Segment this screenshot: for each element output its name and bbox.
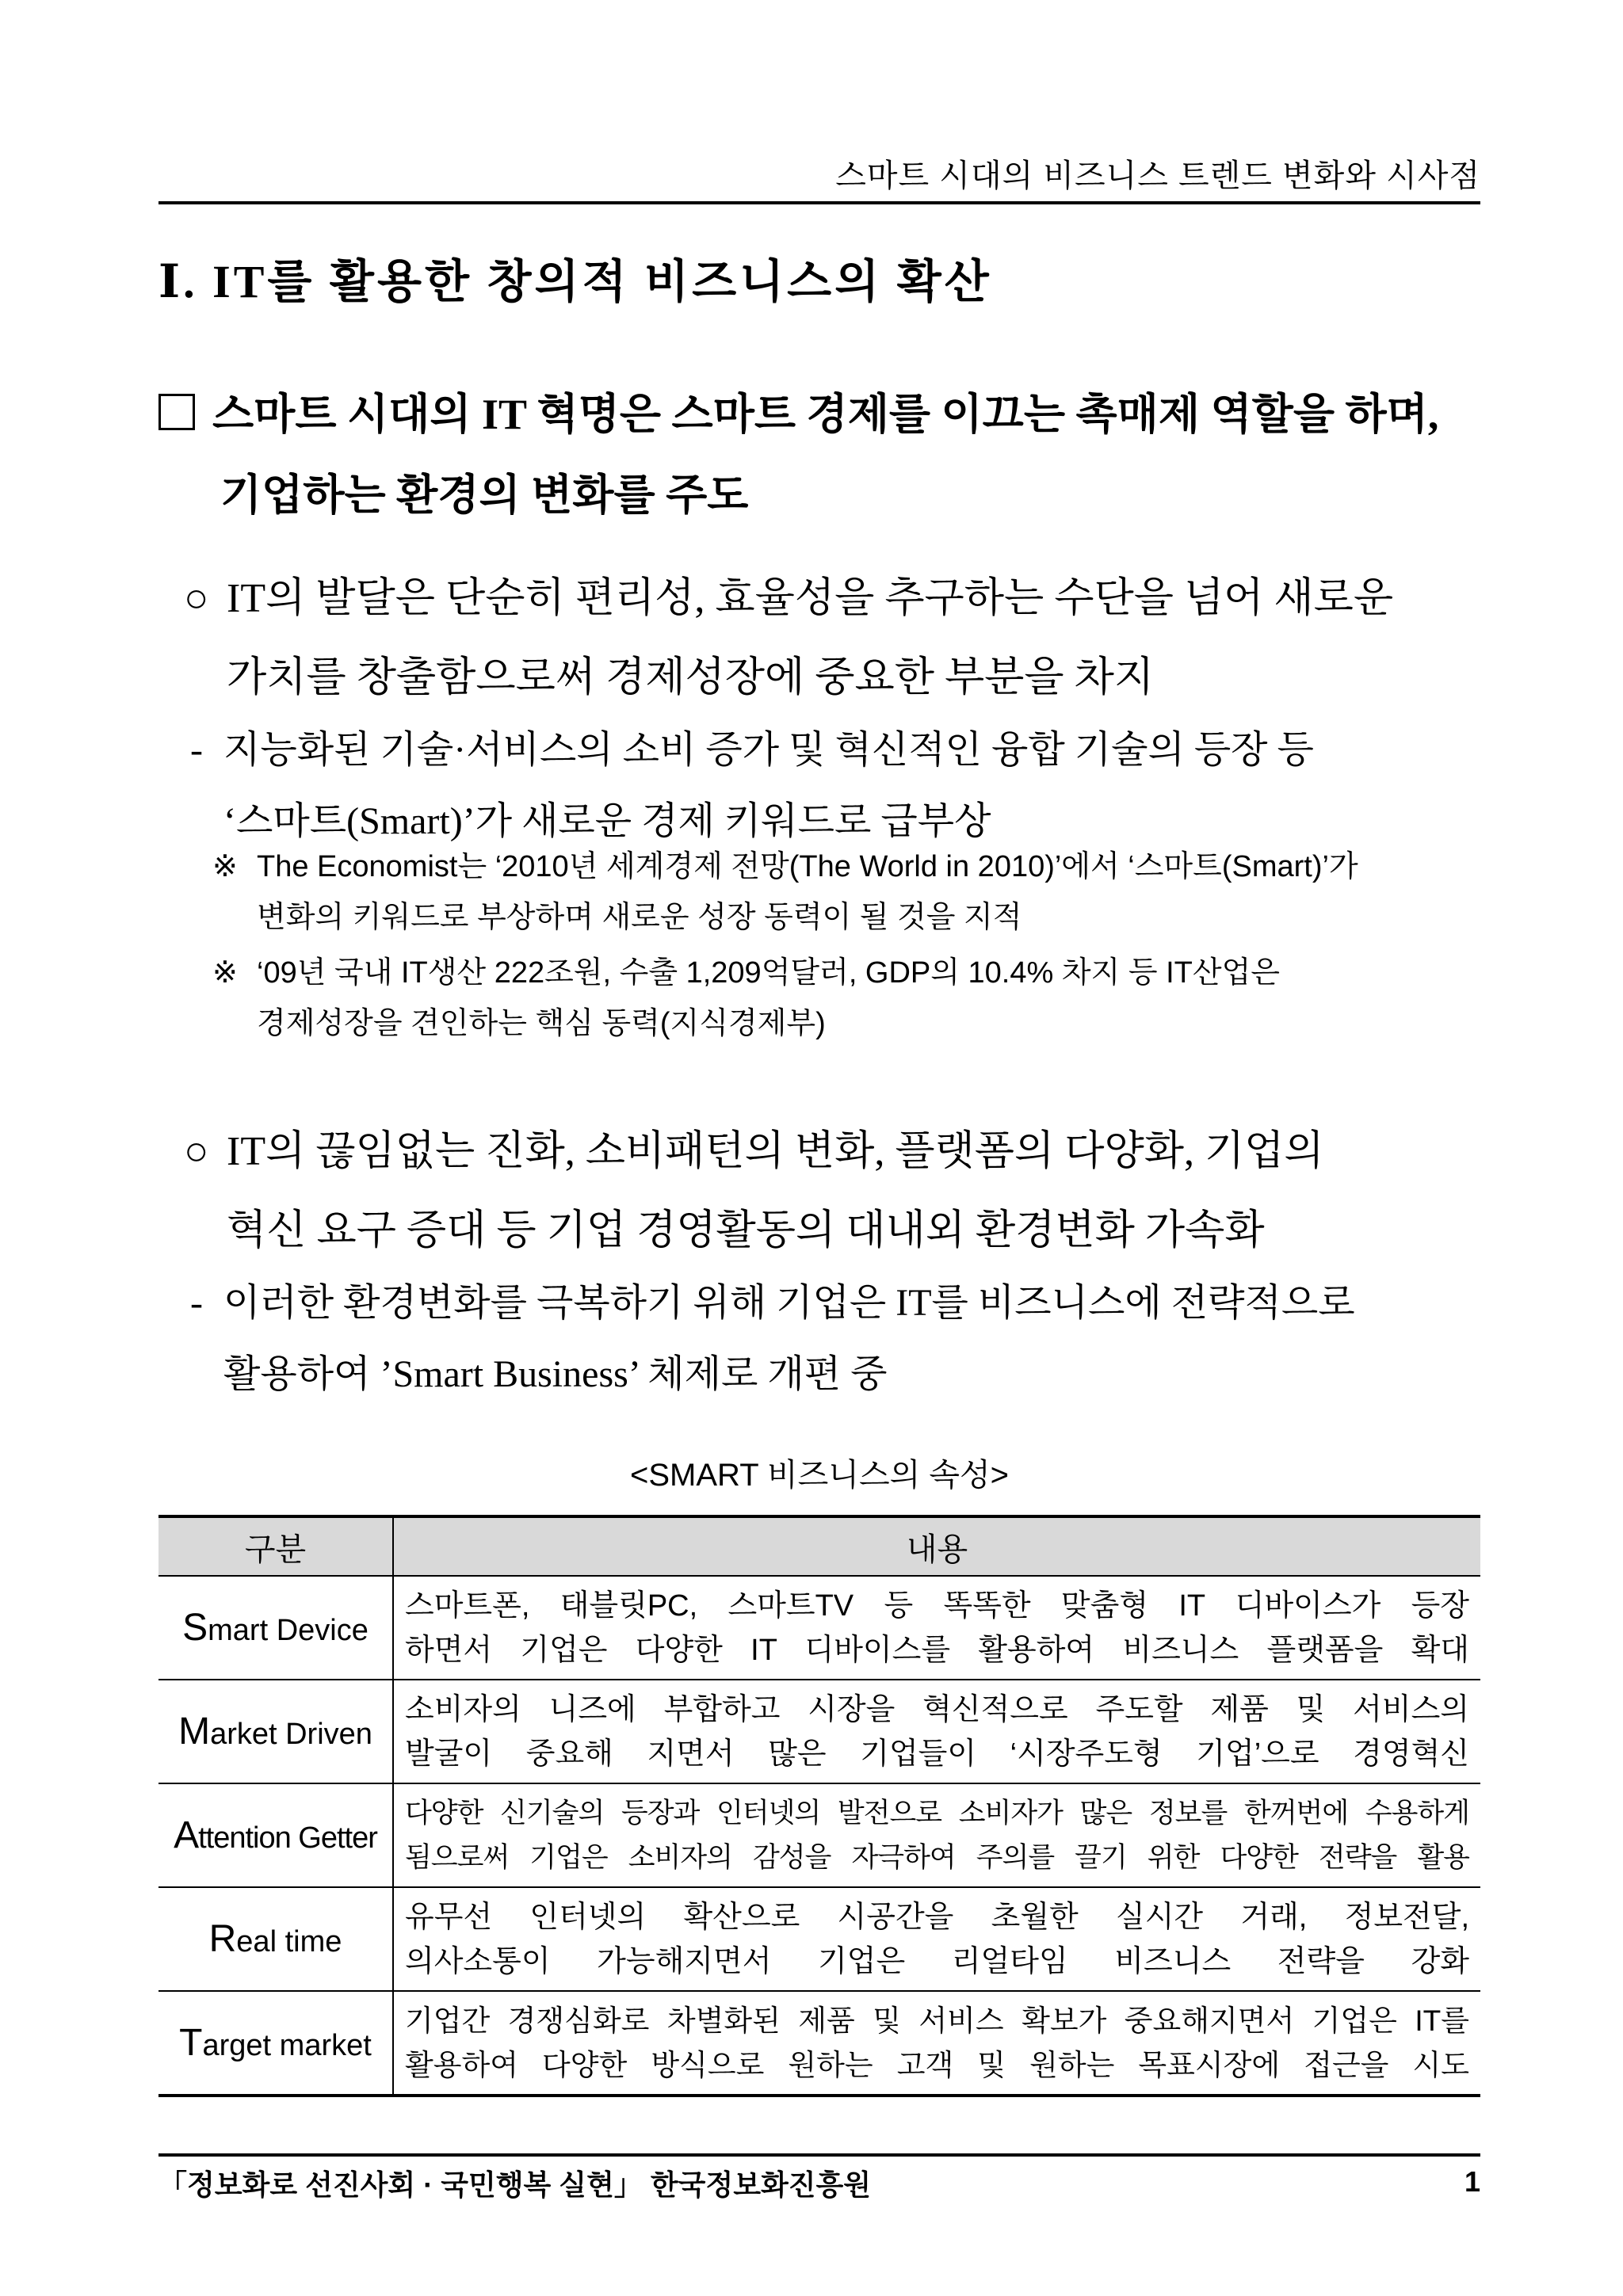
running-header: 스마트 시대의 비즈니스 트렌드 변화와 시사점 [835,158,1480,193]
note-2-line1: ‘09년 국내 IT생산 222조원, 수출 1,209억달러, GDP의 10.4% 차지 등 IT산업은 [257,956,1280,990]
header-rule [158,201,1480,204]
attribute-rest: eal time [236,1925,342,1958]
bullet-1-line1: IT의 발달은 단순히 편리성, 효율성을 추구하는 수단을 넘어 새로운 [227,576,1394,621]
dash-1-line1: 지능화된 기술·서비스의 소비 증가 및 혁신적인 융합 기술의 등장 등 [223,729,1314,771]
note-1-line1: The Economist는 ‘2010년 세계경제 전망(The World in 2010)’에서 ‘스마트(Smart)’가 [257,850,1358,883]
description-cell [393,1680,1480,1783]
description-cell [393,1783,1480,1887]
main-point-line1: 스마트 시대의 IT 혁명은 스마트 경제를 이끄는 촉매제 역할을 하며, [212,391,1439,438]
bullet-2-line2: 혁신 요구 증대 등 기업 경영활동의 대내외 환경변화 가속화 [227,1208,1265,1253]
section-heading: Ⅰ. IT를 활용한 창의적 비즈니스의 확산 [158,256,992,307]
description-line2: 됨으로써 기업은 소비자의 감성을 자극하여 주의를 끌기 위한 다양한 전략을 활용 [405,1841,1469,1873]
attribute-rest: arget market [202,2029,372,2062]
attribute-rest: mart Device [208,1614,369,1647]
bullet-2-line1: IT의 끊임없는 진화, 소비패턴의 변화, 플랫폼의 다양화, 기업의 [227,1129,1324,1174]
footer-rule [158,2153,1480,2157]
main-point-line2: 기업하는 환경의 변화를 주도 [220,471,749,519]
attribute-initial: M [178,1711,211,1753]
bullet-point-1 [184,559,1480,718]
attribute-initial: R [208,1918,237,1960]
dash-2-line2: 활용하여 ’Smart Business’ 체제로 개편 중 [223,1353,888,1395]
description-line2: 하면서 기업은 다양한 IT 디바이스를 활용하여 비즈니스 플랫폼을 확대 [405,1633,1469,1667]
circle-bullet-icon: ○ [184,576,209,621]
table-row [158,1991,1480,2096]
attribute-initial: T [179,2022,203,2064]
attribute-initial: S [182,1607,208,1649]
circle-bullet-icon: ○ [184,1129,209,1174]
attribute-cell [158,1576,393,1680]
dash-point-1 [190,715,1480,857]
attribute-cell [158,1991,393,2096]
dash-point-2 [190,1268,1480,1410]
attribute-rest: arket Driven [210,1718,372,1751]
note-2 [212,948,1480,1049]
table-header-row [158,1516,1480,1576]
header-category: 구분 [158,1516,393,1576]
note-1-line2: 변화의 키워드로 부상하며 새로운 성장 동력이 될 것을 지적 [257,901,1022,934]
description-line2: 의사소통이 가능해지면서 기업은 리얼타임 비즈니스 전략을 강화 [405,1944,1469,1978]
page-number: 1 [1464,2165,1480,2198]
main-point [158,374,1480,536]
description-line1: 다양한 신기술의 등장과 인터넷의 발전으로 소비자가 많은 정보를 한꺼번에 수용하게 [405,1797,1469,1829]
reference-mark-icon: ※ [212,956,238,990]
table-row [158,1576,1480,1680]
attribute-initial: A [174,1814,199,1856]
table-caption: <SMART 비즈니스의 속성> [630,1458,1009,1493]
description-line2: 활용하여 다양한 방식으로 원하는 고객 및 원하는 목표시장에 접근을 시도 [405,2048,1469,2081]
note-1 [212,841,1480,943]
note-2-line2: 경제성장을 견인하는 핵심 동력(지식경제부) [257,1007,826,1040]
reference-mark-icon: ※ [212,850,238,883]
table-row [158,1680,1480,1783]
description-cell [393,1991,1480,2096]
bullet-1-line2: 가치를 창출함으로써 경제성장에 중요한 부분을 차지 [227,655,1155,700]
description-cell [393,1576,1480,1680]
attribute-cell [158,1783,393,1887]
attribute-cell [158,1680,393,1783]
table-row [158,1783,1480,1887]
description-line1: 유무선 인터넷의 확산으로 시공간을 초월한 실시간 거래, 정보전달, [405,1900,1469,1934]
description-line1: 스마트폰, 태블릿PC, 스마트TV 등 똑똑한 맞춤형 IT 디바이스가 등장 [405,1589,1469,1623]
checkbox-square-icon [158,394,195,430]
attribute-cell [158,1887,393,1991]
smart-attributes-table [158,1515,1480,2097]
bullet-point-2 [184,1112,1480,1271]
footer-text: 「정보화로 선진사회 · 국민행복 실현」 한국정보화진흥원 [158,2168,872,2201]
dash-bullet: - [190,1282,203,1324]
header-content: 내용 [393,1516,1480,1576]
description-line1: 기업간 경쟁심화로 차별화된 제품 및 서비스 확보가 중요해지면서 기업은 IT를 [405,2004,1469,2037]
description-line1: 소비자의 니즈에 부합하고 시장을 혁신적으로 주도할 제품 및 서비스의 [405,1692,1469,1726]
dash-bullet: - [190,729,203,771]
dash-1-line2: ‘스마트(Smart)’가 새로운 경제 키워드로 급부상 [223,800,991,842]
description-line2: 발굴이 중요해 지면서 많은 기업들이 ‘시장주도형 기업’으로 경영혁신 [405,1737,1469,1771]
table-row [158,1887,1480,1991]
attribute-rest: ttention Getter [198,1821,377,1855]
dash-2-line1: 이러한 환경변화를 극복하기 위해 기업은 IT를 비즈니스에 전략적으로 [223,1282,1355,1324]
description-cell [393,1887,1480,1991]
